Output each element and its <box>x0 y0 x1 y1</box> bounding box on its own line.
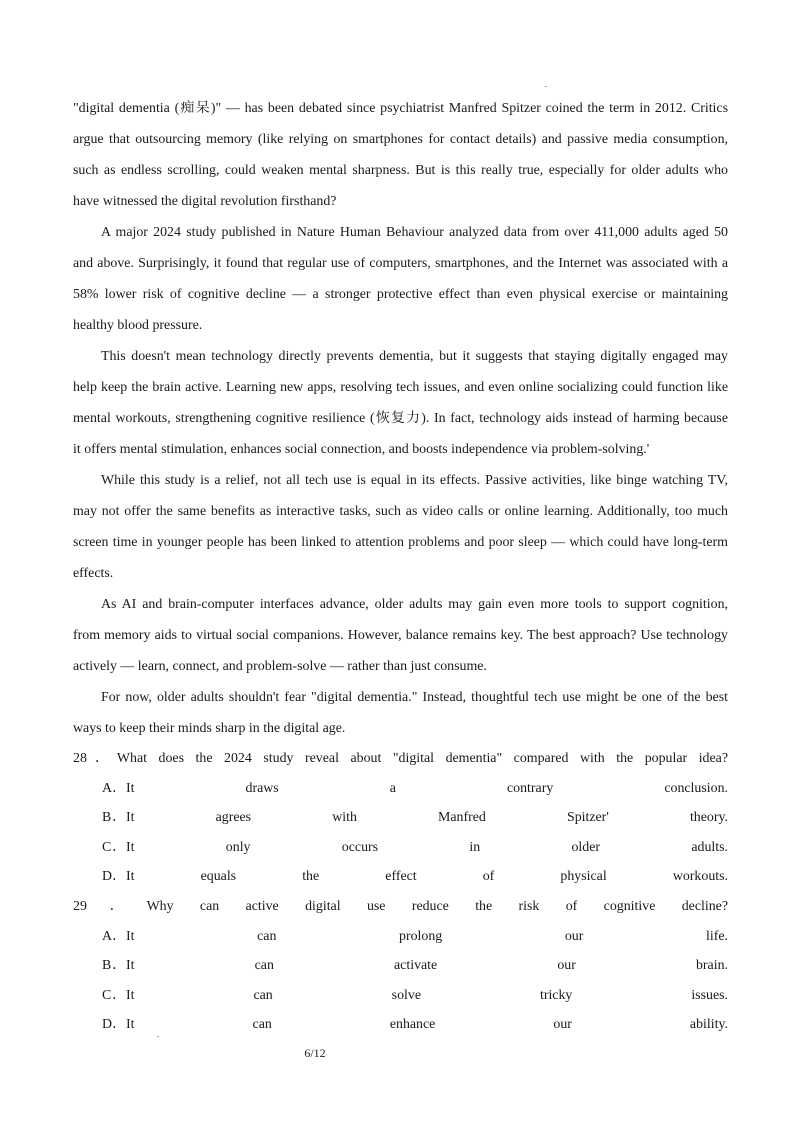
paragraph-line: A major 2024 study published in Nature Human Behaviour analyzed data from over 411,000 adults aged 50 <box>101 225 728 240</box>
paragraph-line: For now, older adults shouldn't fear "digital dementia." Instead, thoughtful tech use might be one of the best <box>101 690 728 705</box>
question-28 <box>73 744 728 892</box>
paragraph-line: from memory aids to virtual social companions. However, balance remains key. The best approach? Use technology <box>73 628 728 643</box>
option-b[interactable] <box>73 951 728 981</box>
article-body <box>73 93 728 1040</box>
scan-speck <box>545 86 547 87</box>
paragraph-line: may not offer the same benefits as interactive tasks, such as video calls or online learning. Additionally, too much <box>73 504 728 519</box>
page-number: 6/12 <box>304 1046 326 1060</box>
paragraph-line: it offers mental stimulation, enhances social connection, and boosts independence via problem-solving.' <box>73 442 650 457</box>
option-text: It can solve tricky issues. <box>126 987 728 1003</box>
option-d[interactable] <box>73 1010 728 1040</box>
option-letter: C． <box>102 987 126 1003</box>
paragraph-5 <box>73 589 728 682</box>
paragraph-4 <box>73 465 728 589</box>
paragraph-line: and above. Surprisingly, it found that regular use of computers, smartphones, and the Internet was associated with a <box>73 256 728 271</box>
option-letter: A． <box>102 928 126 944</box>
paragraph-line: 58% lower risk of cognitive decline — a stronger protective effect than even physical exercise or maintaining <box>73 287 728 302</box>
option-text: It agrees with Manfred Spitzer' theory. <box>126 810 728 826</box>
option-letter: B． <box>102 810 126 826</box>
option-letter: D． <box>102 869 126 885</box>
paragraph-line: such as endless scrolling, could weaken mental sharpness. But is this really true, especially for older adults who <box>73 163 728 178</box>
option-text: It can activate our brain. <box>126 958 728 974</box>
option-c[interactable] <box>73 833 728 863</box>
paragraph-line: As AI and brain-computer interfaces advance, older adults may gain even more tools to support cognition, <box>101 597 728 612</box>
paragraph-3 <box>73 341 728 465</box>
paragraph-1 <box>73 93 728 217</box>
paragraph-line: effects. <box>73 566 114 581</box>
paragraph-line: "digital dementia (痴呆)" — has been debated since psychiatrist Manfred Spitzer coined the term in 2012. Critics <box>73 101 728 116</box>
option-letter: D． <box>102 1017 126 1033</box>
paragraph-line: argue that outsourcing memory (like relying on smartphones for contact details) and passive media consumption, <box>73 132 728 147</box>
option-a[interactable] <box>73 774 728 804</box>
paragraph-line: While this study is a relief, not all tech use is equal in its effects. Passive activities, like binge watching TV, <box>101 473 728 488</box>
option-letter: C． <box>102 839 126 855</box>
question-stem: 28．What does the 2024 study reveal about "digital dementia" compared with the popular idea? <box>73 751 728 766</box>
question-29 <box>73 892 728 1040</box>
paragraph-line: actively — learn, connect, and problem-solve — rather than just consume. <box>73 659 487 674</box>
paragraph-line: screen time in younger people has been linked to attention problems and poor sleep — which could have long-term <box>73 535 728 550</box>
option-letter: B． <box>102 958 126 974</box>
question-stem: 29．Why can active digital use reduce the risk of cognitive decline? <box>73 898 728 914</box>
option-text: It draws a contrary conclusion. <box>126 780 728 796</box>
option-text: It can enhance our ability. <box>126 1017 728 1033</box>
option-b[interactable] <box>73 803 728 833</box>
paragraph-line: mental workouts, strengthening cognitive resilience (恢复力). In fact, technology aids instead of harming because <box>73 411 728 426</box>
paragraph-line: have witnessed the digital revolution firsthand? <box>73 194 337 209</box>
option-a[interactable] <box>73 922 728 952</box>
paragraph-line: This doesn't mean technology directly prevents dementia, but it suggests that staying digitally engaged may <box>101 349 728 364</box>
option-text: It equals the effect of physical workouts. <box>126 869 728 885</box>
option-d[interactable] <box>73 862 728 892</box>
paragraph-2 <box>73 217 728 341</box>
paragraph-6 <box>73 682 728 744</box>
option-c[interactable] <box>73 981 728 1011</box>
paragraph-line: healthy blood pressure. <box>73 318 203 333</box>
option-text: It only occurs in older adults. <box>126 839 728 855</box>
option-text: It can prolong our life. <box>126 928 728 944</box>
paragraph-line: ways to keep their minds sharp in the digital age. <box>73 721 346 736</box>
paragraph-line: help keep the brain active. Learning new apps, resolving tech issues, and even online socializing could function like <box>73 380 728 395</box>
option-letter: A． <box>102 780 126 796</box>
